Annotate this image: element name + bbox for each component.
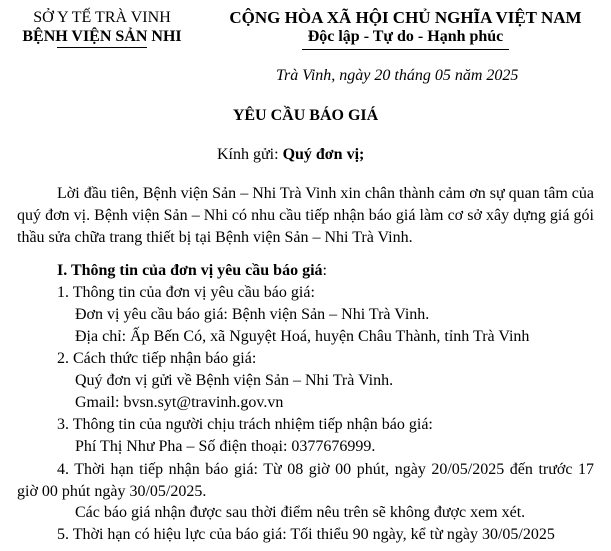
ministry-name: SỞ Y TẾ TRÀ VINH (33, 9, 171, 26)
list-item: Phí Thị Như Pha – Số điện thoại: 0377676999. (75, 438, 376, 455)
list-item: 5. Thời hạn có hiệu lực của báo giá: Tối thiểu 90 ngày, kể từ ngày 30/05/2025 (57, 526, 555, 543)
list-item: Gmail: bvsn.syt@travinh.gov.vn (75, 394, 284, 411)
motto: Độc lập - Tự do - Hạnh phúc (307, 28, 504, 45)
greeting-recipient: Quý đơn vị; (282, 146, 365, 163)
list-item: Đơn vị yêu cầu báo giá: Bệnh viện Sản – Nhi Trà Vinh. (75, 306, 430, 323)
section-1-heading-text: I. Thông tin của đơn vị yêu cầu báo giá (57, 262, 323, 279)
intro-paragraph: Lời đầu tiên, Bệnh viện Sản – Nhi Trà Vinh xin chân thành cảm ơn sự quan tâm của quý đơn vị. Bệnh viện Sản – Nhi có nhu cầu tiếp nhận báo giá làm cơ sở xây dựng giá gói thầu sửa chữa trang thiết bị tại Bệnh viện Sản – Nhi Trà Vinh. (17, 185, 594, 246)
hospital-name: BỆNH VIỆN SẢN NHI (22, 28, 182, 45)
section-1-heading-colon: : (322, 262, 327, 279)
list-item: 3. Thông tin của người chịu trách nhiệm tiếp nhận báo giá: (57, 416, 433, 433)
greeting-label: Kính gửi: (217, 146, 283, 163)
list-item: 1. Thông tin của đơn vị yêu cầu báo giá: (57, 284, 315, 301)
greeting (217, 145, 364, 165)
list-item: 4. Thời hạn tiếp nhận báo giá: Từ 08 giờ 00 phút, ngày 20/05/2025 đến trước 17 giờ 00 phút ngày 30/05/2025. (17, 461, 594, 500)
list-item: Quý đơn vị gửi về Bệnh viện Sản – Nhi Trà Vinh. (75, 372, 394, 389)
list-item: Địa chỉ: Ấp Bến Có, xã Nguyệt Hoá, huyện Châu Thành, tỉnh Trà Vinh (75, 328, 530, 345)
list-item: Các báo giá nhận được sau thời điểm nêu trên sẽ không được xem xét. (75, 504, 526, 521)
list-item: 2. Cách thức tiếp nhận báo giá: (57, 350, 257, 367)
country-name: CỘNG HÒA XÃ HỘI CHỦ NGHĨA VIỆT NAM (229, 8, 582, 27)
right-divider (302, 49, 509, 50)
date-line: Trà Vinh, ngày 20 tháng 05 năm 2025 (276, 67, 519, 84)
left-divider (57, 47, 147, 48)
document-title: YÊU CẦU BÁO GIÁ (232, 107, 379, 124)
section-1-heading (57, 261, 327, 281)
